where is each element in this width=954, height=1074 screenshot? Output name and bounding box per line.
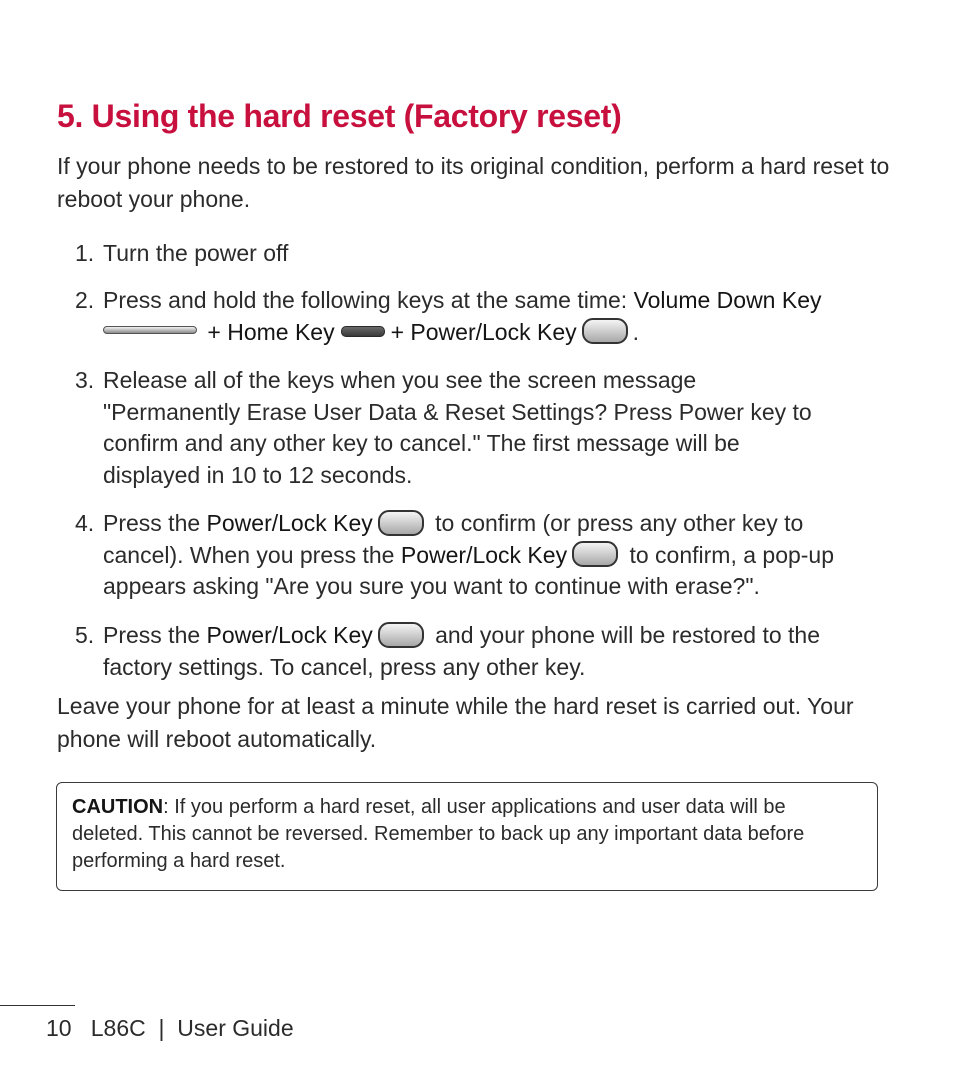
step-text: to confirm (or press any other key to cancel). When you press the: [103, 510, 804, 568]
section-title: 5. Using the hard reset (Factory reset): [57, 98, 622, 134]
step-text: Press the: [103, 510, 207, 536]
step-text: to confirm, a pop-up appears asking "Are you sure you want to continue with erase?".: [103, 541, 835, 599]
home-key-label: + Home Key: [207, 318, 335, 345]
power-lock-key-icon: [378, 510, 424, 536]
footer: [46, 1015, 294, 1042]
power-lock-key-label: + Power/Lock Key: [390, 318, 577, 345]
step-text: Turn the power off: [103, 240, 289, 266]
step-text: Press the: [103, 622, 207, 648]
step-number: 3.: [75, 367, 95, 393]
caution-label: CAUTION: [72, 796, 164, 818]
power-lock-key-icon: [572, 541, 618, 567]
power-lock-key-icon: [582, 318, 628, 344]
intro-paragraph: If your phone needs to be restored to its original condition, perform a hard reset to reboot your phone.: [57, 153, 890, 212]
step-end-punctuation: .: [632, 318, 639, 345]
step-1: [75, 238, 895, 270]
caution-body: : If you perform a hard reset, all user applications and user data will be deleted. This cannot be reversed. Remember to back up any important data before performing a hard reset.: [72, 796, 805, 872]
power-lock-key-icon: [378, 622, 424, 648]
home-key-icon: [341, 326, 385, 337]
step-text: Press and hold the following keys at the same time:: [103, 287, 634, 313]
volume-down-key-icon: [103, 326, 197, 334]
step-3: [75, 365, 895, 491]
footer-separator: |: [158, 1015, 165, 1041]
step-number: 4.: [75, 510, 95, 536]
page-number: 10: [46, 1015, 72, 1041]
outro-paragraph: Leave your phone for at least a minute while the hard reset is carried out. Your phone will reboot automatically.: [57, 693, 854, 752]
guide-label: User Guide: [177, 1015, 294, 1041]
step-4: [75, 508, 895, 603]
step-text: and your phone will be restored to the factory settings. To cancel, press any other key.: [103, 622, 820, 680]
power-lock-key-label: Power/Lock Key: [206, 622, 373, 648]
step-number: 2.: [75, 287, 95, 313]
step-number: 5.: [75, 622, 95, 648]
power-lock-key-label: Power/Lock Key: [400, 541, 568, 568]
model-name: L86C: [90, 1015, 146, 1041]
footer-rule: [0, 1005, 75, 1006]
step-5: [75, 620, 895, 683]
step-number: 1.: [75, 240, 95, 266]
step-text: Release all of the keys when you see the screen message "Permanently Erase User Data & Reset Settings? Press Power key to confirm and any other key to cancel." The first message will be displayed in 10 to 12 seconds.: [103, 367, 812, 488]
caution-box: [56, 782, 878, 891]
caution-text: [72, 794, 842, 875]
volume-down-key-label: Volume Down Key: [633, 287, 822, 313]
step-2: [75, 285, 895, 348]
power-lock-key-label: Power/Lock Key: [206, 510, 373, 536]
